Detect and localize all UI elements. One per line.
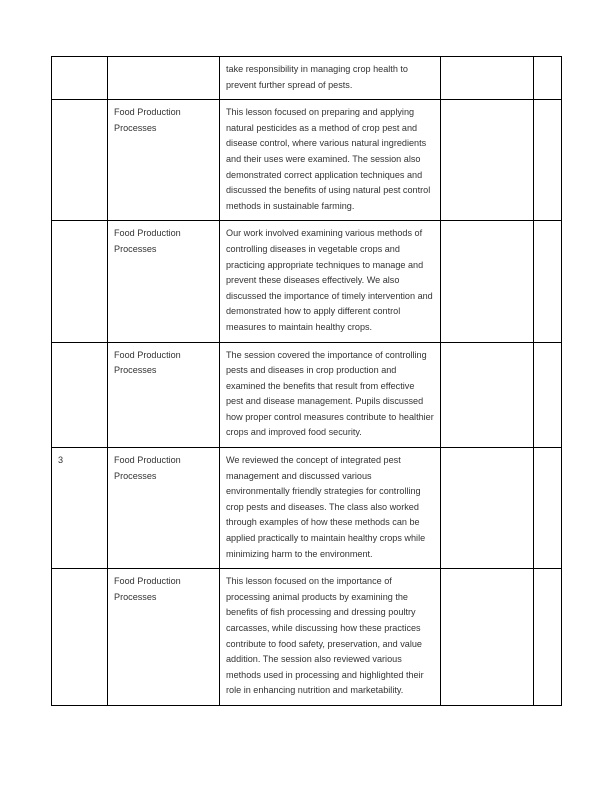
- cell-number: [52, 57, 108, 100]
- cell-description-text: We reviewed the concept of integrated pest management and discussed various environmentally friendly strategies for controlling crop pests and diseases. The class also worked through examples of how these methods can be applied practically to maintain healthy crops while minimizing harm to the environment.: [226, 455, 428, 559]
- cell-extra-one: [441, 221, 534, 342]
- cell-extra-one: [441, 448, 534, 569]
- cell-strand-text: Food Production Processes: [114, 349, 184, 376]
- table-row: [52, 342, 562, 448]
- cell-description: [220, 57, 441, 100]
- cell-extra-two: [534, 57, 562, 100]
- cell-extra-one: [441, 342, 534, 448]
- table-row: [52, 57, 562, 100]
- cell-strand: [108, 569, 220, 706]
- cell-extra-one: [441, 569, 534, 706]
- cell-description: [220, 221, 441, 342]
- cell-extra-two: [534, 221, 562, 342]
- cell-strand: [108, 342, 220, 448]
- cell-strand: [108, 448, 220, 569]
- table-row: [52, 448, 562, 569]
- cell-strand-text: Food Production Processes: [114, 228, 184, 254]
- cell-description-text: This lesson focused on the importance of processing animal products by examining the benefits of fish processing and dressing poultry carcasses, while discussing how these practices contribute to food safety, preservation, and value addition. The session also reviewed various methods used in processing and highlighted their role in enhancing nutrition and marketability.: [226, 576, 427, 696]
- cell-number: [52, 448, 108, 569]
- cell-number: [52, 569, 108, 706]
- cell-number-text: 3: [58, 455, 64, 466]
- cell-description: [220, 569, 441, 706]
- table-body: [52, 57, 562, 706]
- cell-strand-text: Food Production Processes: [114, 107, 184, 133]
- cell-strand: [108, 221, 220, 342]
- cell-description-text: Our work involved examining various methods of controlling diseases in vegetable crops and practicing appropriate techniques to manage and prevent these diseases effectively. We also discussed the importance of timely intervention and demonstrated how to apply different control measures to maintain healthy crops.: [226, 228, 436, 332]
- cell-extra-one: [441, 100, 534, 221]
- cell-description: [220, 448, 441, 569]
- cell-strand: [108, 100, 220, 221]
- cell-number: [52, 100, 108, 221]
- lesson-records-table: [51, 56, 562, 706]
- cell-description: [220, 342, 441, 448]
- cell-strand: [108, 57, 220, 100]
- cell-number: [52, 342, 108, 448]
- cell-description-text: take responsibility in managing crop health to prevent further spread of pests.: [226, 64, 411, 90]
- cell-description: [220, 100, 441, 221]
- cell-number: [52, 221, 108, 342]
- cell-extra-two: [534, 342, 562, 448]
- table-row: [52, 569, 562, 706]
- cell-description-text: This lesson focused on preparing and applying natural pesticides as a method of crop pest and disease control, where various natural ingredients and their uses were examined. The session also demonstrated correct application techniques and discussed the benefits of using natural pest control methods in sustainable farming.: [226, 107, 433, 211]
- cell-strand-text: Food Production Processes: [114, 576, 184, 602]
- cell-strand-text: Food Production Processes: [114, 455, 184, 481]
- cell-extra-two: [534, 448, 562, 569]
- cell-extra-two: [534, 100, 562, 221]
- table-row: [52, 221, 562, 342]
- cell-extra-two: [534, 569, 562, 706]
- lesson-records-table-wrapper: [51, 56, 561, 706]
- cell-extra-one: [441, 57, 534, 100]
- cell-description-text: The session covered the importance of controlling pests and diseases in crop production and examined the benefits that result from effective pest and disease management. Pupils discussed how proper control measures contribute to healthier crops and improved food security.: [226, 349, 437, 438]
- table-row: [52, 100, 562, 221]
